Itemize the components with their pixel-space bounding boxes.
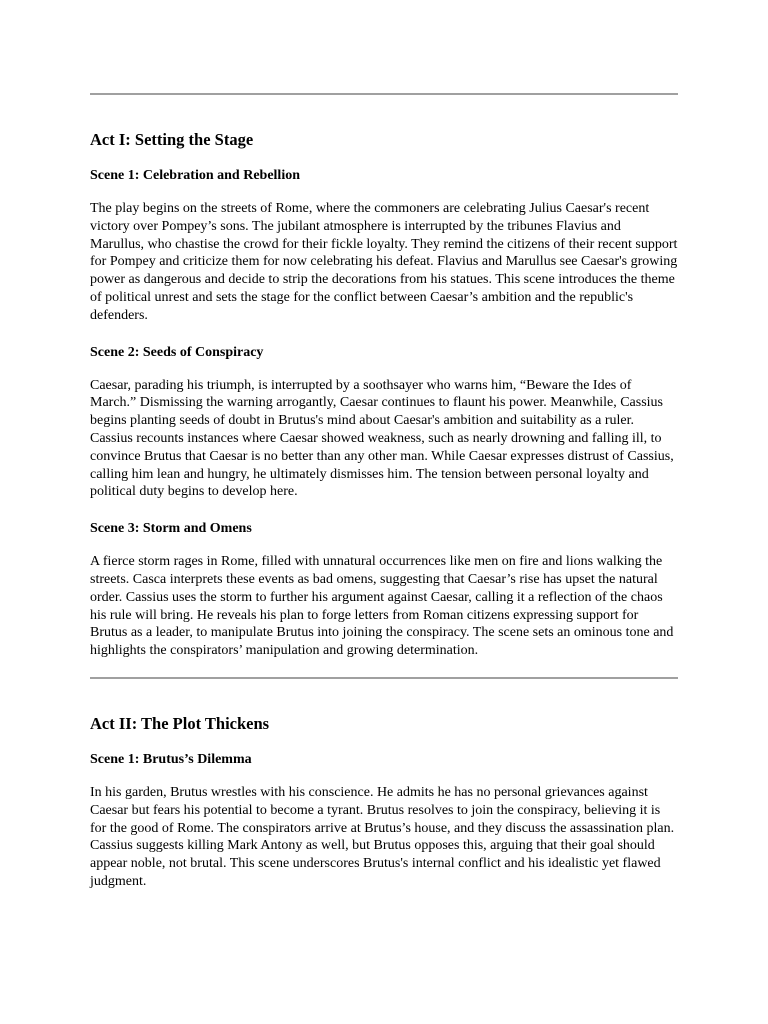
act-2-title: Act II: The Plot Thickens [90,713,270,733]
act-2-scene-1-text: In his garden, Brutus wrestles with his conscience. He admits he has no personal grievances against Caesar but fears his potential to become a tyrant. Brutus resolves to join the conspiracy, believing it is for the good of Rome. The conspirators arrive at Brutus’s house, and they discuss the assassination plan. Cassius suggests killing Mark Antony as well, but Brutus opposes this, arguing that their goal should appear noble, not brutal. This scene underscores Brutus's internal conflict and his idealistic yet flawed judgment. [90,784,675,889]
act-1-scene-2-title: Scene 2: Seeds of Conspiracy [90,344,264,360]
section-divider [90,93,678,95]
act-1-scene-3-text: A fierce storm rages in Rome, filled with unnatural occurrences like men on fire and lions walking the streets. Casca interprets these events as bad omens, suggesting that Caesar’s rise has upset the natural order. Cassius uses the storm to further his argument against Caesar, calling it a reflection of the chaos his rule will bring. He reveals his plan to forge letters from Roman citizens expressing support for Brutus as a leader, to manipulate Brutus into joining the conspiracy. The scene sets an ominous tone and highlights the conspirators’ manipulation and growing determination. [90,554,674,659]
act-2-section [90,714,678,891]
act-1-section [90,130,678,660]
act-1-title: Act I: Setting the Stage [90,130,254,149]
act-1-scene-2-text: Caesar, parading his triumph, is interrupted by a soothsayer who warns him, “Beware the Ides of March.” Dismissing the warning arrogantly, Caesar continues to flaunt his power. Meanwhile, Cassius begins planting seeds of doubt in Brutus's mind about Caesar's ambition and suitability as a ruler. Cassius recounts instances where Caesar showed weakness, such as nearly drowning and falling ill, to convince Brutus that Caesar is no better than any other man. While Caesar expresses distrust of Cassius, calling him lean and hungry, he ultimately dismisses him. The tension between personal loyalty and political duty begins to develop here. [90,377,674,500]
section-divider [90,677,678,679]
act-2-scene-1-title: Scene 1: Brutus’s Dilemma [90,751,252,767]
act-1-scene-1-text: The play begins on the streets of Rome, where the commoners are celebrating Julius Caesar's recent victory over Pompey’s sons. The jubilant atmosphere is interrupted by the tribunes Flavius and Marullus, who chastise the crowd for their fickle loyalty. They remind the citizens of their recent support for Pompey and criticize them for now celebrating his defeat. Flavius and Marullus see Caesar's growing power as dangerous and decide to strip the decorations from his statues. This scene introduces the theme of political unrest and sets the stage for the conflict between Caesar’s ambition and the republic's defenders. [90,201,678,323]
document-page [90,0,678,891]
act-1-scene-1-title: Scene 1: Celebration and Rebellion [90,168,300,183]
act-1-scene-3-title: Scene 3: Storm and Omens [90,521,252,537]
